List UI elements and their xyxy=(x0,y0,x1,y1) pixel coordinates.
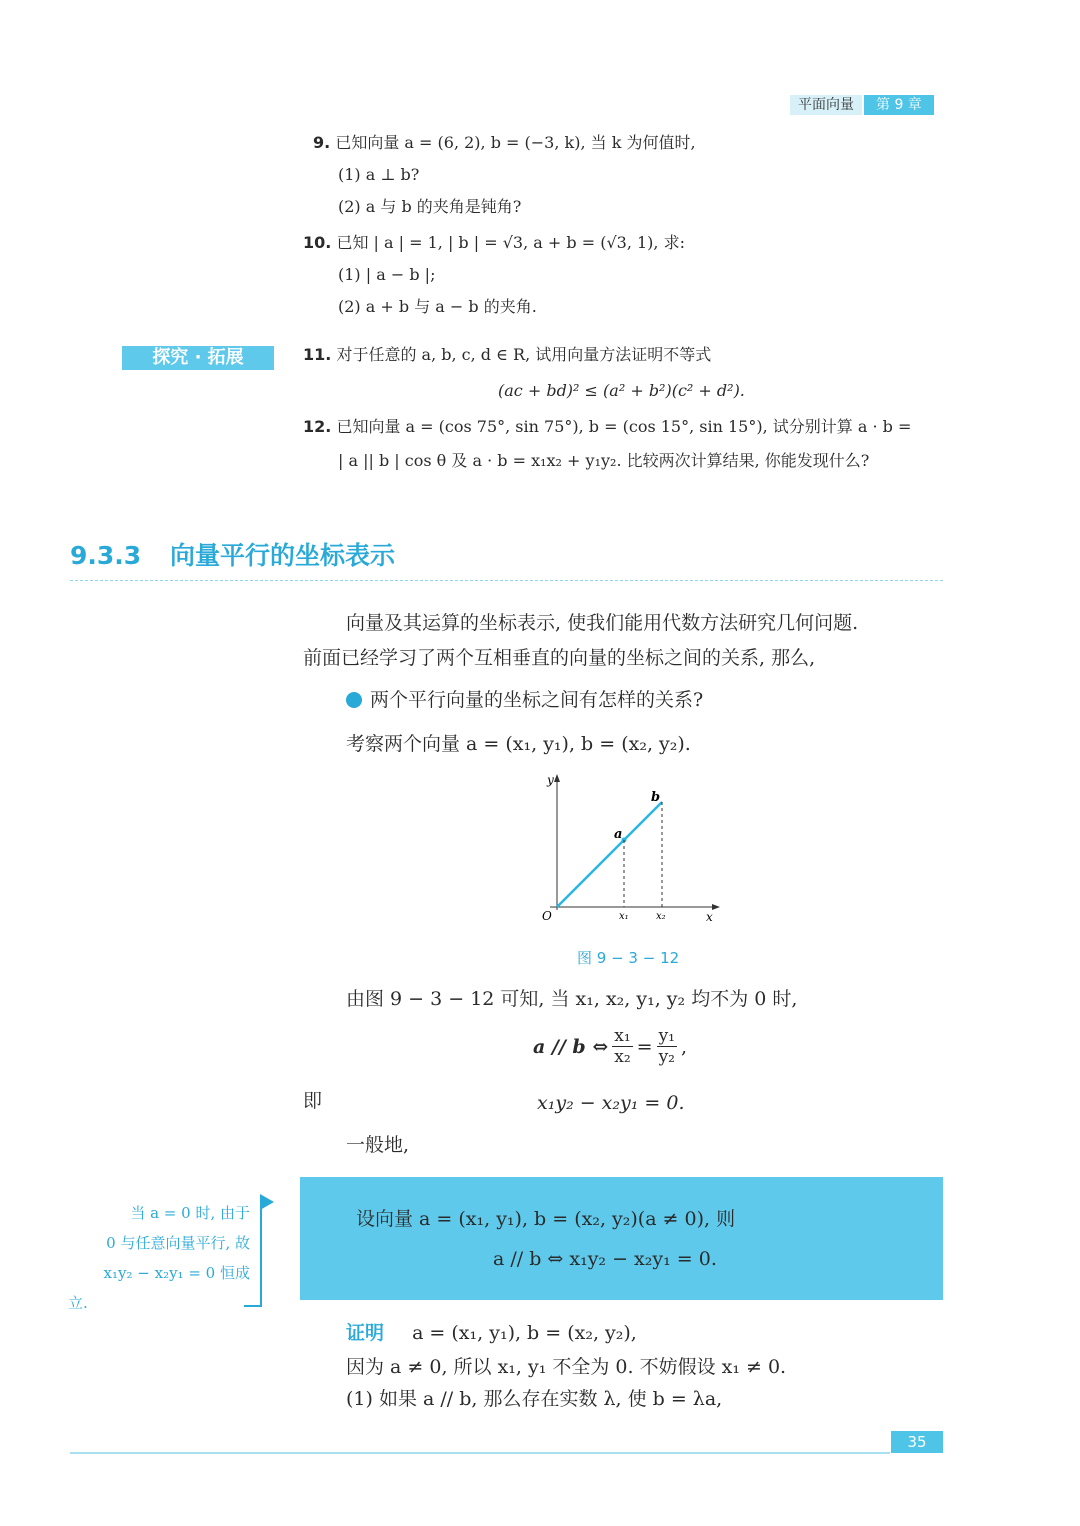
side-note-bracket xyxy=(260,1200,262,1307)
y-axis-arrow-icon xyxy=(554,774,560,782)
side-note xyxy=(68,1198,250,1318)
proof-label: 证明 xyxy=(346,1322,385,1344)
fraction-y-den: y₂ xyxy=(658,1047,675,1067)
exercise-10 xyxy=(303,232,685,254)
exercise-number: 12. xyxy=(303,417,332,436)
section-number: 9.3.3 xyxy=(70,541,142,570)
fraction-x xyxy=(612,1026,632,1067)
label-x: x xyxy=(706,910,713,924)
explore-extend-tag: 探究 · 拓展 xyxy=(122,346,274,370)
consider-line: 考察两个向量 a = (x₁, y₁), b = (x₂, y₂). xyxy=(346,733,691,755)
proof-line-2: 因为 a ≠ 0, 所以 x₁, y₁ 不全为 0. 不妨假设 x₁ ≠ 0. xyxy=(346,1356,787,1378)
footer-line xyxy=(70,1452,890,1454)
fraction-y xyxy=(657,1026,677,1067)
exercise-12-line-2: | a || b | cos θ 及 a · b = x₁x₂ + y₁y₂. 比较两次计算结果, 你能发现什么? xyxy=(338,451,870,470)
exercise-10-part-2: (2) a + b 与 a − b 的夹角. xyxy=(338,297,537,316)
vector-line xyxy=(557,802,662,907)
label-x2: x₂ xyxy=(656,911,666,922)
label-a: a xyxy=(614,827,623,842)
fraction-y-num: y₁ xyxy=(658,1026,675,1046)
exercise-number: 11. xyxy=(303,345,332,364)
equation-end: , xyxy=(681,1035,688,1058)
label-x1: x₁ xyxy=(619,911,629,922)
side-note-bracket-foot xyxy=(244,1305,262,1307)
x-axis-arrow-icon xyxy=(712,904,720,910)
bullet-icon xyxy=(346,692,362,708)
exercise-number: 10. xyxy=(303,233,332,252)
ji-label: 即 xyxy=(303,1090,323,1112)
vector-figure xyxy=(520,770,730,930)
proof-line-1 xyxy=(346,1320,637,1346)
proof-line-3: (1) 如果 a // b, 那么存在实数 λ, 使 b = λa, xyxy=(346,1388,723,1410)
parallel-equation xyxy=(533,1026,687,1067)
fraction-x-num: x₁ xyxy=(614,1026,631,1046)
label-b: b xyxy=(651,790,661,805)
chapter-label: 第 9 章 xyxy=(864,95,934,115)
section-title: 向量平行的坐标表示 xyxy=(170,541,396,570)
cross-equation: x₁y₂ − x₂y₁ = 0. xyxy=(537,1092,685,1114)
equation-equals: = xyxy=(636,1035,653,1058)
exercise-number: 9. xyxy=(313,133,331,152)
label-y: y xyxy=(547,773,554,787)
exercise-text: 已知向量 a = (6, 2), b = (−3, k), 当 k 为何值时, xyxy=(335,133,696,152)
side-note-line-4: 立. xyxy=(68,1294,88,1312)
side-note-line-3: x₁y₂ − x₂y₁ = 0 恒成 xyxy=(103,1264,250,1282)
theorem-line-2: a // b ⇔ x₁y₂ − x₂y₁ = 0. xyxy=(493,1248,717,1270)
exercise-11 xyxy=(303,344,711,366)
from-figure-line: 由图 9 − 3 − 12 可知, 当 x₁, x₂, y₁, y₂ 均不为 0 时, xyxy=(346,988,798,1010)
exercise-11-formula: (ac + bd)² ≤ (a² + b²)(c² + d²). xyxy=(498,381,745,400)
page-number: 35 xyxy=(891,1431,943,1453)
exercise-text: 已知 | a | = 1, | b | = √3, a + b = (√3, 1), 求: xyxy=(336,233,685,252)
side-note-line-1: 当 a = 0 时, 由于 xyxy=(130,1204,250,1222)
theorem-box xyxy=(300,1177,943,1300)
question-text: 两个平行向量的坐标之间有怎样的关系? xyxy=(370,689,704,711)
exercise-10-part-1: (1) | a − b |; xyxy=(338,265,436,284)
chapter-header xyxy=(790,95,934,115)
exercise-9-part-1: (1) a ⊥ b? xyxy=(338,165,420,184)
chapter-title: 平面向量 xyxy=(790,95,862,115)
side-note-line-2: 0 与任意向量平行, 故 xyxy=(106,1234,250,1252)
question-line xyxy=(346,687,703,713)
equation-lhs: a // b ⇔ xyxy=(533,1035,609,1058)
exercise-9-part-2: (2) a 与 b 的夹角是钝角? xyxy=(338,197,522,216)
theorem-line-1: 设向量 a = (x₁, y₁), b = (x₂, y₂)(a ≠ 0), 则 xyxy=(356,1208,736,1230)
fraction-x-den: x₂ xyxy=(614,1047,631,1067)
general-line: 一般地, xyxy=(346,1134,410,1156)
label-origin: O xyxy=(542,909,552,923)
section-heading xyxy=(70,536,395,572)
exercise-9 xyxy=(313,132,696,154)
exercise-12 xyxy=(303,416,911,438)
body-paragraph-2: 前面已经学习了两个互相垂直的向量的坐标之间的关系, 那么, xyxy=(303,647,816,669)
section-divider xyxy=(70,580,943,581)
proof-text-1: a = (x₁, y₁), b = (x₂, y₂), xyxy=(412,1322,637,1344)
exercise-text: 对于任意的 a, b, c, d ∈ R, 试用向量方法证明不等式 xyxy=(336,345,712,364)
exercise-text: 已知向量 a = (cos 75°, sin 75°), b = (cos 15°, sin 15°), 试分别计算 a · b = xyxy=(336,417,912,436)
figure-caption: 图 9 − 3 − 12 xyxy=(577,949,680,967)
body-paragraph-1: 向量及其运算的坐标表示, 使我们能用代数方法研究几何问题. xyxy=(346,612,859,634)
